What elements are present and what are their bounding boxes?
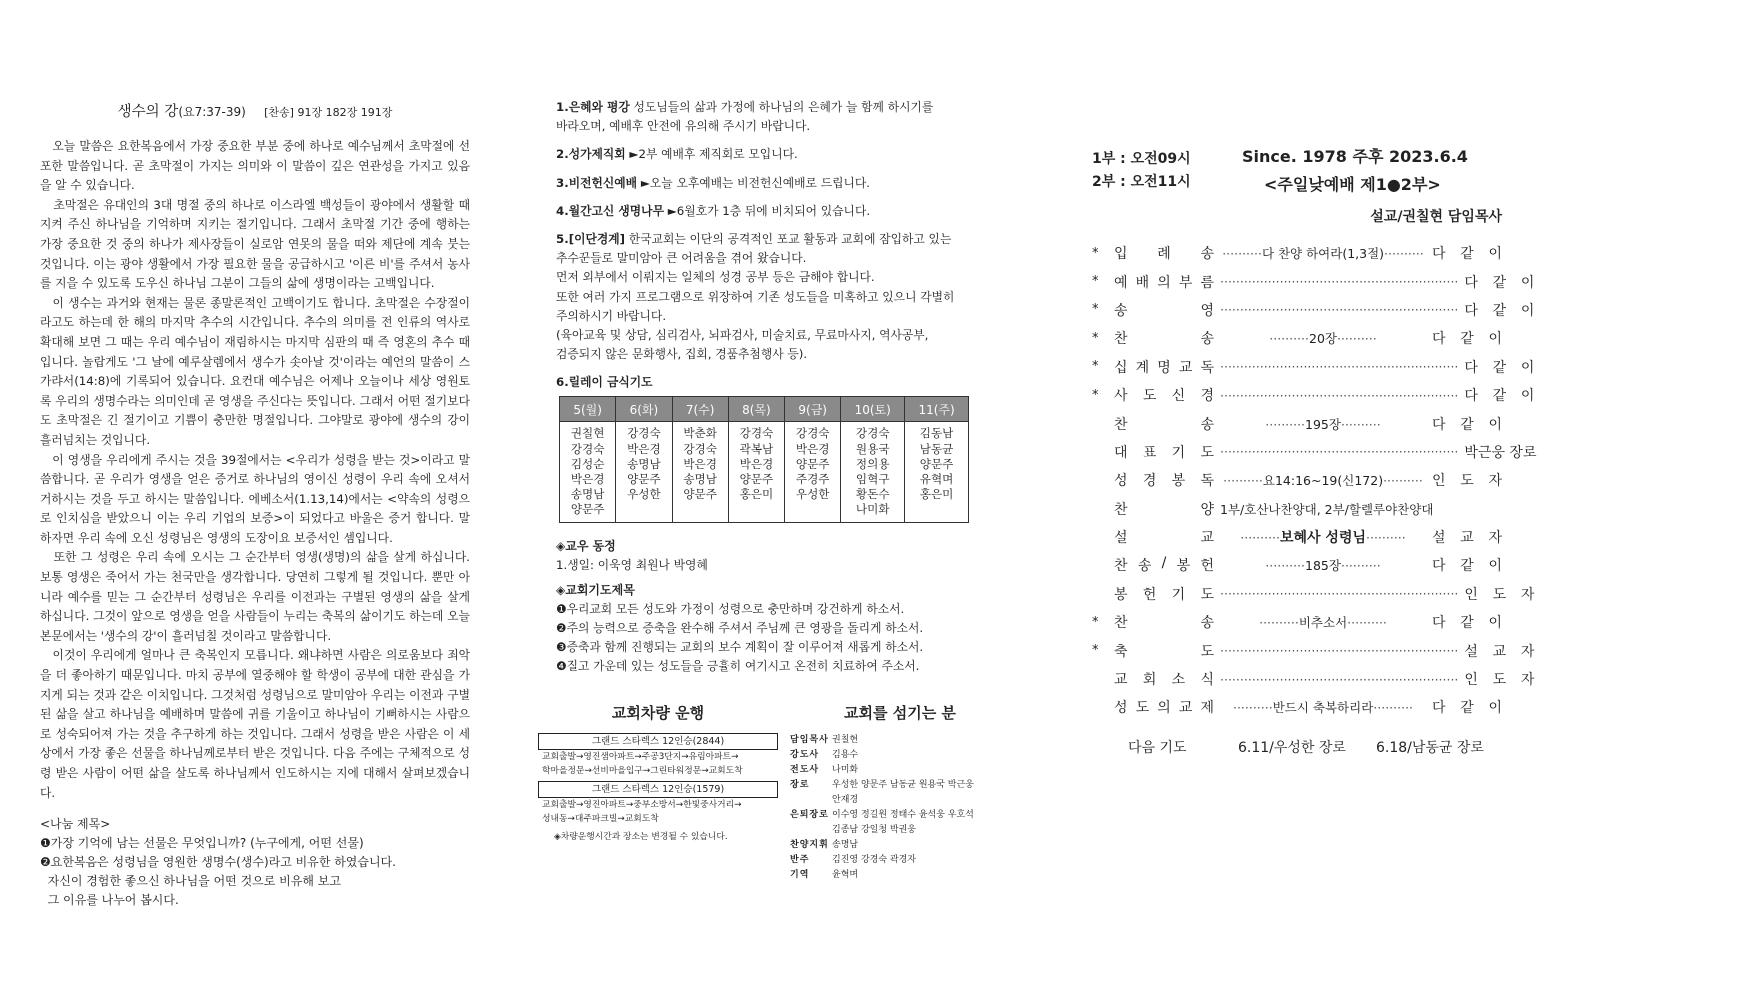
- order-row: [1092, 296, 1535, 324]
- relay-name: 황돈수: [855, 487, 890, 502]
- notice-text: 한국교회는 이단의 공격적인 포교 활동과 교회에 잠입하고 있는: [625, 232, 952, 247]
- relay-name: 우성한: [795, 487, 830, 502]
- stand-mark: *: [1092, 359, 1099, 375]
- order-item-name: 십 계 명 교 독: [1114, 359, 1214, 376]
- prayer-topic: ❸증축과 함께 진행되는 교회의 보수 계획이 잘 이루어져 새롭게 하소서.: [556, 640, 924, 655]
- relay-day-header: 9(금): [785, 397, 841, 422]
- order-item-name: 찬 송: [1114, 416, 1214, 433]
- relay-day-header: 7(수): [672, 397, 728, 422]
- relay-name: 박은경: [683, 456, 717, 471]
- server-names: 김종남 강일청 박권웅: [832, 825, 916, 835]
- server-role: [790, 793, 832, 808]
- server-row: [790, 868, 1010, 883]
- preacher: 설교/권칠현 담임목사: [1370, 209, 1502, 225]
- order-item-detail: ····························································: [1220, 586, 1459, 602]
- relay-name: 곽복남: [739, 441, 774, 456]
- order-item-person: 다 같 이: [1464, 359, 1535, 376]
- relay-name: 박은경: [795, 441, 830, 456]
- notice-item: [556, 98, 996, 136]
- notice-line: [556, 98, 996, 117]
- vehicle-section: [538, 702, 778, 842]
- order-item-person: 인 도 자: [1432, 473, 1502, 490]
- order-row: [1092, 495, 1502, 523]
- relay-day-header: 8(목): [728, 397, 784, 422]
- notice-line: [556, 288, 996, 307]
- server-names: 나미화: [832, 765, 859, 775]
- server-row: [790, 778, 1010, 793]
- notice-item: [556, 202, 996, 221]
- order-item-name: 찬 송 / 봉 헌: [1114, 555, 1214, 575]
- notice-heading: 5.[이단경계]: [556, 232, 626, 247]
- share-section: [40, 815, 470, 910]
- order-item-name: 예 배 의 부 름: [1114, 274, 1214, 291]
- server-names: 안재경: [832, 795, 859, 805]
- order-item-detail: ··········보혜사 성령님··········: [1240, 530, 1406, 547]
- prayer-topic: ❷주의 능력으로 증축을 완수해 주셔서 주님께 큰 영광을 돌리게 하소서.: [556, 621, 924, 636]
- order-item-detail: ··········요14:16~19(신172)··········: [1223, 473, 1423, 489]
- notice-item: [556, 174, 996, 193]
- server-names: 송명남: [832, 840, 859, 850]
- notice-text: 성도님들의 삶과 가정에 하나님의 은혜가 늘 함께 하시기를: [629, 100, 934, 114]
- vehicle-note: ◈차량운행시간과 장소는 변경될 수 있습니다.: [554, 832, 728, 842]
- order-item-person: 다 같 이: [1432, 416, 1502, 433]
- server-names: 김용수: [832, 750, 859, 760]
- relay-name: 양문주: [570, 502, 605, 517]
- notice-text: 검증되지 않은 문화행사, 집회, 경품추첨행사 등).: [556, 347, 808, 362]
- prayer-topics-title: ◈교회기도제목: [556, 582, 635, 597]
- server-names: 김진영 강경숙 곽경자: [832, 855, 916, 865]
- order-item-name: 대 표 기 도: [1114, 444, 1214, 461]
- relay-name: 박은경: [570, 472, 605, 487]
- stand-mark: *: [1092, 274, 1099, 290]
- order-row: [1092, 551, 1502, 579]
- notice-text: 추수꾼들로 말미암아 큰 어려움을 겪어 왔습니다.: [556, 251, 807, 266]
- relay-name: 권칠현: [570, 426, 605, 441]
- relay-name: 우성한: [627, 487, 661, 502]
- order-row: [1092, 608, 1502, 636]
- relay-day-names: [905, 422, 969, 522]
- sermon-paragraph: 이것이 우리에게 얼마나 큰 축복인지 모릅니다. 왜냐하면 사람은 의로움보다 죄악을 더 좋아하기 때문입니다. 마치 공부에 열중해야 할 학생이 공부에 대한 관심을 가지게 되는 것과 같은 이치입니다. 그것처럼 성령님으로 말미암아 우리는 이전과 구별된 삶을 살고 하나님을 예배하며 말씀에 귀를 기울이고 하나님이 기뻐하시는 사람으로 성숙되어져 가는 것을 추구하게 하는 것입니다. 그래서 성령을 받은 사람은 이 세상에서 가장 좋은 선물을 하나님께로부터 받은 것입니다. 다음 주에는 구체적으로 성령 받은 사람이 어떤 삶을 살도록 하나님께서 인도하시는 지에 대해서 살펴보겠습니다.: [40, 648, 470, 800]
- relay-day-names: [672, 422, 728, 522]
- relay-name: 홍은미: [919, 487, 954, 502]
- share-item: 그 이유를 나누어 봅시다.: [40, 893, 179, 908]
- vehicle-route: [542, 751, 778, 778]
- sermon-paragraph: 이 영생을 우리에게 주시는 것을 39절에서는 <우리가 성령을 받는 것>이라고 말씀합니다. 곧 우리가 영생을 얻은 증거로 하나님의 영이신 성령이 우리 속에 오셔서 거하시는 것을 두고 하시는 말씀입니다. 에베소서(1.13,14)에서는 <약속의 성령으로 인치심을 받았으니 이는 우리 기업의 보증>이 되었다고 바울은 증거 합니다. 말하자면 우리 속에 오신 성령님은 영생의 도장이요 보증서인 셈입니다.: [40, 452, 470, 545]
- order-row: [1092, 267, 1535, 295]
- order-row: [1092, 665, 1535, 693]
- order-item-detail: ··········185장··········: [1265, 558, 1381, 574]
- order-item-detail: ····························································: [1220, 671, 1459, 687]
- notice-text: 먼저 외부에서 이뤄지는 일체의 성경 공부 등은 금해야 합니다.: [556, 270, 875, 285]
- order-item-person: 인 도 자: [1464, 672, 1535, 689]
- order-item-detail: ··········다 찬양 하여라(1,3절)··········: [1222, 246, 1424, 262]
- vehicle-box: 그랜드 스타렉스 12인승(2844): [538, 733, 778, 750]
- server-role: 강도사: [790, 750, 820, 760]
- server-row: [790, 838, 1010, 853]
- notice-line: [556, 174, 996, 193]
- order-item-detail: ····························································: [1220, 387, 1459, 403]
- relay-name: 송명남: [570, 487, 605, 502]
- relay-name: 박춘화: [683, 426, 717, 441]
- sermon-header: [40, 100, 470, 121]
- order-item-detail: ··········195장··········: [1265, 416, 1381, 432]
- notice-heading: 4.월간고신 생명나무: [556, 203, 664, 218]
- route-line: 교회출발→영진샘아파트→주공3단지→유림아파트→: [542, 752, 739, 762]
- order-item-name: 축 도: [1114, 643, 1214, 660]
- order-item-person: 박근웅 장로: [1464, 444, 1537, 461]
- share-item: ❷요한복음은 성령님을 영원한 생명수(생수)라고 비유한 하였습니다.: [40, 855, 396, 870]
- sermon-paragraph: 오늘 말씀은 요한복음에서 가장 중요한 부분 중에 하나로 예수님께서 초막절에 선포한 말씀입니다. 곧 초막절이 가지는 의미와 이 말씀이 깊은 연관성을 가지고 있음을 알 수 있습니다.: [40, 139, 470, 193]
- route-line: 성내동→대주파크빌→교회도착: [542, 813, 659, 824]
- order-item-name: 찬 양: [1114, 501, 1214, 518]
- notice-line: [556, 326, 996, 345]
- order-item-detail: ····························································: [1220, 302, 1459, 318]
- relay-name: 양문주: [627, 472, 661, 487]
- order-row: [1092, 324, 1502, 352]
- relay-name: 양문주: [795, 456, 830, 471]
- order-row: [1092, 636, 1535, 664]
- relay-day-names: [728, 422, 784, 522]
- order-item-name: 성 도 의 교 제: [1114, 700, 1214, 717]
- order-item-detail: ····························································: [1220, 274, 1459, 290]
- server-row: [790, 808, 1010, 823]
- sermon-body: [40, 137, 470, 803]
- relay-name: 강경숙: [795, 426, 830, 441]
- stand-mark: *: [1092, 245, 1099, 261]
- relay-name: 주경주: [795, 472, 830, 487]
- order-item-name: 찬 송: [1114, 615, 1214, 632]
- prayer-topic: ❹질고 가운데 있는 성도들을 긍휼히 여기시고 온전히 치료하여 주소서.: [556, 659, 920, 674]
- relay-header-row: [560, 397, 969, 422]
- next-prayer-2: 6.18/남동균 장로: [1376, 740, 1484, 756]
- notice-line: [556, 249, 996, 268]
- notice-line: [556, 268, 996, 287]
- order-item-detail: 1부/호산나찬양대, 2부/할렐루야찬양대: [1220, 501, 1434, 517]
- order-item-name: 입 례 송: [1114, 246, 1214, 263]
- order-item-person: 설 교 자: [1432, 530, 1502, 547]
- notice-line: [556, 307, 996, 326]
- relay-name: 강경숙: [627, 426, 661, 441]
- order-item-detail: ··········20장··········: [1269, 331, 1377, 347]
- share-item: ❶가장 기억에 남는 선물은 무엇입니까? (누구에게, 어떤 선물): [40, 836, 364, 851]
- relay-name: 양문주: [683, 487, 717, 502]
- notice-line: [556, 117, 996, 136]
- relay-day-names: [560, 422, 616, 522]
- stand-mark: *: [1092, 614, 1099, 630]
- server-role: 찬양지휘: [790, 840, 829, 850]
- order-item-name: 봉 헌 기 도: [1114, 586, 1214, 603]
- server-role: 기역: [790, 870, 810, 880]
- notice-text: 바라오며, 예배후 안전에 유의해 주시기 바랍니다.: [556, 119, 811, 134]
- relay-day-header: 11(주): [905, 397, 969, 422]
- server-names: 이수영 정길원 정태수 윤석웅 우호석: [832, 810, 974, 820]
- vehicle-route: [542, 799, 778, 826]
- relay-name: 유혁며: [919, 472, 954, 487]
- order-item-person: 다 같 이: [1432, 331, 1502, 348]
- notice-text: 주의하시기 바랍니다.: [556, 308, 667, 323]
- order-row: [1092, 693, 1502, 721]
- server-role: 담임목사: [790, 735, 829, 745]
- server-role: 전도사: [790, 765, 820, 775]
- servers-section: [790, 702, 1010, 883]
- notice-line: [556, 230, 996, 249]
- order-item-person: 다 같 이: [1432, 246, 1502, 263]
- notice-line: [556, 345, 996, 364]
- order-item-detail: ····························································: [1220, 359, 1459, 375]
- server-row: [790, 763, 1010, 778]
- prayer-topic: ❶우리교회 모든 성도와 가정이 성령으로 충만하며 강건하게 하소서.: [556, 601, 905, 616]
- relay-day-header: 6(화): [616, 397, 672, 422]
- order-row: [1092, 466, 1502, 494]
- relay-name: 정의용: [855, 456, 890, 471]
- notice-text: (육아교육 및 상담, 심리검사, 뇌파검사, 미술치료, 무료마사지, 역사공부,: [556, 328, 929, 343]
- sermon-reference: (요7:37-39): [178, 105, 246, 119]
- order-item-name: 사 도 신 경: [1114, 388, 1214, 405]
- order-item-person: 다 같 이: [1432, 558, 1502, 575]
- service-title: <주일낮예배 제1●2부>: [1264, 175, 1441, 194]
- order-item-name: 교 회 소 식: [1114, 672, 1214, 689]
- order-item-person: 설 교 자: [1464, 643, 1535, 660]
- server-row: [790, 823, 1010, 838]
- relay-day-header: 5(월): [560, 397, 616, 422]
- relay-name: 강경숙: [855, 426, 890, 441]
- notice-text: ►6월호가 1층 뒤에 비치되어 있습니다.: [663, 203, 871, 218]
- servers-title: 교회를 섬기는 분: [844, 704, 956, 722]
- order-item-person: 인 도 자: [1464, 586, 1535, 603]
- order-item-person: 다 같 이: [1464, 388, 1535, 405]
- server-names: 윤혁며: [832, 870, 859, 880]
- server-row: [790, 793, 1010, 808]
- server-row: [790, 853, 1010, 868]
- order-item-name: 설 교: [1114, 530, 1214, 547]
- relay-name: 강경숙: [570, 441, 605, 456]
- since-date: Since. 1978 주후 2023.6.4: [1242, 147, 1468, 166]
- notice-item: [556, 230, 996, 364]
- order-row: [1092, 409, 1502, 437]
- notice-heading: 3.비전헌신예배: [556, 175, 638, 190]
- order-row: [1092, 239, 1502, 267]
- members-line: 1.생일: 이욱영 최원나 박영혜: [556, 557, 708, 572]
- relay-name: 송명남: [627, 456, 661, 471]
- route-line: 학마을정문→선비마을입구→그린타워정문→교회도착: [542, 765, 743, 776]
- sermon-title: 생수의 강: [117, 104, 179, 120]
- sermon-paragraph: 초막절은 유대인의 3대 명절 중의 하나로 이스라엘 백성들이 광야에서 생활할 때 지켜 주신 하나님을 기억하며 지키는 절기입니다. 그래서 초막절 기간 중에 행하는 가장 중요한 것 중의 하나가 제사장들이 실로암 연못의 물을 떠와 제단에 계속 붓는 것입니다. 이는 광야 생활에서 가장 필요한 물을 공급하시고 '이른 비'를 주셔서 농사를 지을 수 있도록 도우신 하나님 그분이 그들의 삶에 생명이라는 고백입니다.: [40, 197, 470, 291]
- next-prayer-label: 다음 기도: [1128, 740, 1187, 756]
- notices-list: [556, 98, 996, 364]
- relay-name: 홍은미: [739, 487, 774, 502]
- relay-name: 원용국: [855, 441, 890, 456]
- server-names: 권칠현: [832, 735, 859, 745]
- order-row: [1092, 381, 1535, 409]
- order-item-name: 성 경 봉 독: [1114, 473, 1214, 490]
- server-role: 은퇴장로: [790, 810, 829, 820]
- next-prayer-1: 6.11/우성한 장로: [1238, 740, 1346, 756]
- notice-text: 또한 여러 가지 프로그램으로 위장하여 기존 성도들을 미혹하고 있으니 각별히: [556, 289, 955, 304]
- server-row: [790, 748, 1010, 763]
- sermon-column: [40, 100, 470, 910]
- notice-item: [556, 145, 996, 164]
- order-item-person: 다 같 이: [1464, 274, 1535, 291]
- stand-mark: *: [1092, 330, 1099, 346]
- order-of-service: [1092, 239, 1537, 722]
- vehicle-box: 그랜드 스타렉스 12인승(1579): [538, 781, 778, 798]
- stand-mark: *: [1092, 643, 1099, 659]
- relay-name: 송명남: [683, 472, 717, 487]
- order-item-person: 다 같 이: [1432, 615, 1502, 632]
- share-title: <나눔 제목>: [40, 817, 111, 832]
- relay-name: 남동균: [919, 441, 954, 456]
- relay-name: 강경숙: [683, 441, 717, 456]
- order-row: [1092, 523, 1502, 551]
- order-row: [1092, 353, 1535, 381]
- order-item-person: 다 같 이: [1432, 700, 1502, 717]
- server-row: [790, 733, 1010, 748]
- relay-name: 강경숙: [739, 426, 774, 441]
- relay-names-row: [560, 422, 969, 522]
- order-item-detail: ····························································: [1220, 444, 1459, 460]
- order-row: [1092, 580, 1535, 608]
- relay-title: 6.릴레이 금식기도: [556, 375, 653, 390]
- relay-name: 양문주: [919, 456, 954, 471]
- route-line: 교회출발→영진아파트→중부소방서→한빛중사거리→: [542, 800, 742, 810]
- sermon-paragraph: 또한 그 성령은 우리 속에 오시는 그 순간부터 영생(생명)의 삶을 살게 하십니다. 보통 영생은 죽어서 가는 천국만을 생각합니다. 당연히 그렇게 될 것입니다. 뿐만 아니라 예수를 믿는 그 순간부터 성령님은 우리를 이전과는 구별된 영생의 삶을 살게 하십니다. 그것이 앞으로 영생을 얻을 사람들이 누리는 축복의 삶이기도 하는데 오늘 본문에서는 '생수의 강'이 흘러넘칠 것이라고 말씀합니다.: [40, 550, 470, 643]
- notices-column: [542, 98, 996, 880]
- notice-text: ►오늘 오후예배는 비전헌신예배로 드립니다.: [637, 175, 871, 190]
- notice-line: [556, 202, 996, 221]
- order-item-name: 송 영: [1114, 302, 1214, 319]
- relay-name: 양문주: [739, 472, 774, 487]
- order-item-name: 찬 송: [1114, 331, 1214, 348]
- relay-name: 임혁구: [855, 472, 890, 487]
- order-item-person: 다 같 이: [1464, 302, 1535, 319]
- relay-prayer-table: [559, 396, 969, 522]
- service-time-2: 2부 : 오전11시: [1092, 174, 1191, 190]
- relay-name: 박은경: [627, 441, 661, 456]
- sermon-hymns: [찬송] 91장 182장 191장: [264, 106, 393, 119]
- server-role: 장로: [790, 780, 810, 790]
- relay-name: 나미화: [855, 502, 890, 517]
- relay-day-names: [616, 422, 672, 522]
- stand-mark: *: [1092, 302, 1099, 318]
- share-item: 자신이 경험한 좋으신 하나님을 어떤 것으로 비유해 보고: [40, 874, 341, 889]
- relay-name: 박은경: [739, 456, 774, 471]
- next-prayer: [1128, 737, 1488, 757]
- service-time-1: 1부 : 오전09시: [1092, 151, 1191, 167]
- relay-name: 김성순: [570, 456, 605, 471]
- notice-text: ►2부 예배후 제직회로 모입니다.: [625, 147, 798, 162]
- order-item-detail: ··········비추소서··········: [1259, 615, 1387, 631]
- relay-name: 김동남: [919, 426, 954, 441]
- relay-day-names: [841, 422, 905, 522]
- order-item-detail: ··········반드시 축복하리라··········: [1232, 700, 1414, 716]
- server-role: [790, 823, 832, 838]
- notice-line: [556, 145, 996, 164]
- vehicle-title: 교회차량 운행: [611, 704, 705, 722]
- order-row: [1092, 438, 1537, 466]
- members-title: ◈교우 동정: [556, 538, 616, 553]
- server-role: 반주: [790, 855, 810, 865]
- order-item-detail: ····························································: [1220, 643, 1459, 659]
- servers-list: [790, 733, 1010, 883]
- notice-heading: 2.성가제직회: [556, 147, 626, 162]
- server-names: 우성한 양문주 남동균 원용국 박근웅: [832, 780, 974, 790]
- sermon-paragraph: 이 생수는 과거와 현재는 물론 종말론적인 고백이기도 합니다. 초막절은 수장절이라고도 하는데 한 해의 마지막 추수의 시간입니다. 추수의 의미를 전 인류의 역사로 확대해 보면 그 때는 우리 예수님이 재림하시는 마지막 심판의 때 즉 영혼의 추수 때입니다. 놀랍게도 '그 날에 예루살렘에서 생수가 솟아날 것'이라는 예언의 말씀이 스가랴서(14:8)에 기록되어 있습니다. 요컨대 예수님은 어제나 오늘이나 세상 영원토록 우리의 생명수라는 의미인데 곧 영생을 주신다는 뜻입니다. 그래서 어떤 절기보다도 초막절은 긴 절기이고 기쁨이 충만한 명절입니다. 그야말로 광야에 생수의 강이 흘러넘치는 것입니다.: [40, 295, 470, 447]
- stand-mark: *: [1092, 387, 1099, 403]
- service-times: [1092, 148, 1191, 194]
- notice-heading: 1.은혜와 평강: [556, 100, 630, 114]
- relay-day-header: 10(토): [841, 397, 905, 422]
- relay-day-names: [785, 422, 841, 522]
